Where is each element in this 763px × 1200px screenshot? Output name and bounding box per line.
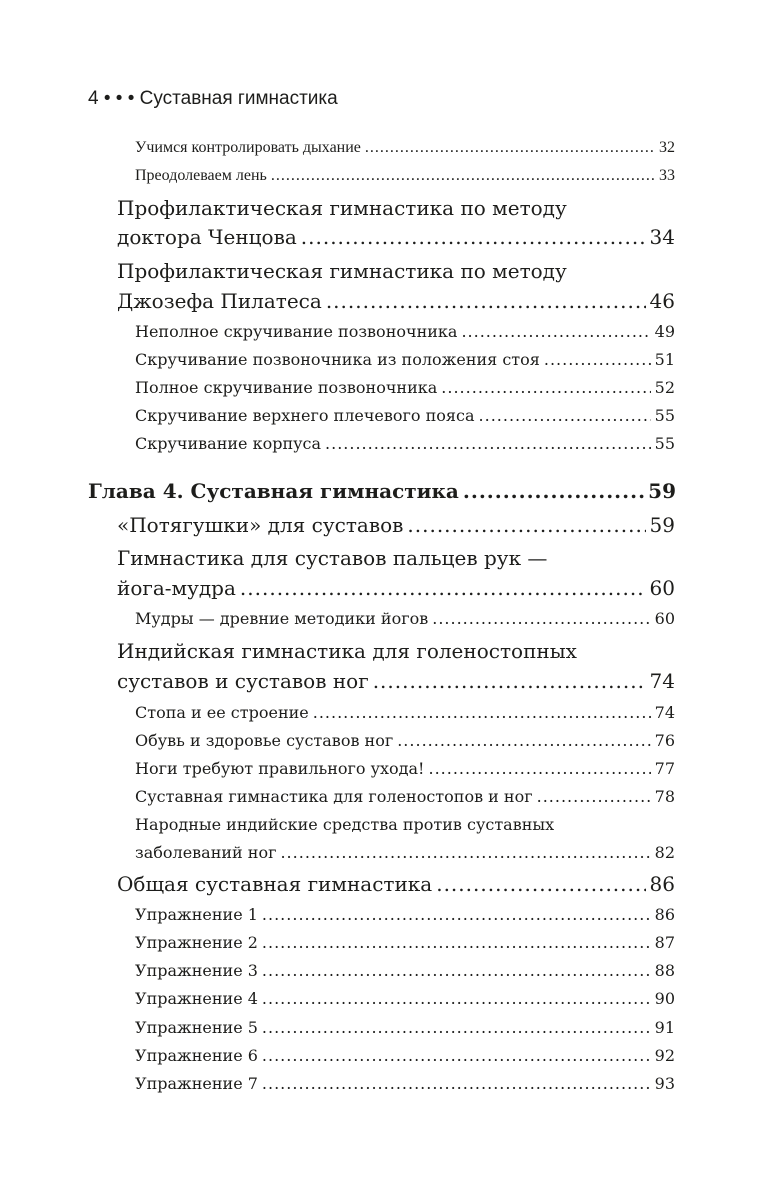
- toc-entry-page: 74: [649, 669, 675, 693]
- toc-entry-title: Упражнение 1: [135, 905, 258, 924]
- toc-entry-title: Упражнение 4: [135, 989, 258, 1008]
- toc-entry-page: 33: [659, 167, 675, 184]
- toc-entry-page: 86: [654, 905, 675, 924]
- toc-entry: [135, 322, 675, 341]
- toc-entry: [135, 406, 675, 425]
- toc-entry-title: Обувь и здоровье суставов ног: [135, 731, 394, 750]
- toc-entry-page: 60: [649, 576, 675, 600]
- toc-entry-page: 34: [649, 225, 675, 249]
- toc-entry-title: Полное скручивание позвоночника: [135, 378, 438, 397]
- toc-entry-page: 51: [654, 350, 675, 369]
- leader-dots: [441, 378, 650, 397]
- leader-dots: [463, 479, 644, 503]
- toc-entry-title-line: Гимнастика для суставов пальцев рук —: [117, 546, 548, 570]
- toc-entry-title: Упражнение 3: [135, 961, 258, 980]
- leader-dots: [262, 933, 651, 952]
- toc-entry-title: Скручивание верхнего плечевого пояса: [135, 406, 475, 425]
- leader-dots: [326, 289, 646, 313]
- toc-chapter-title: Глава 4. Суставная гимнастика: [88, 479, 459, 503]
- toc-entry: [135, 759, 675, 778]
- toc-entry-title: Неполное скручивание позвоночника: [135, 322, 458, 341]
- running-header: 4 • • • Суставная гимнастика: [88, 88, 338, 109]
- toc-entry: [135, 378, 675, 397]
- toc-entry-page: 91: [654, 1018, 675, 1037]
- toc-entry: [135, 1046, 675, 1065]
- toc-entry-title: Скручивание корпуса: [135, 434, 322, 453]
- toc-entry-page: 74: [654, 703, 675, 722]
- toc-entry: [117, 289, 675, 313]
- toc-entry-title: Упражнение 5: [135, 1018, 258, 1037]
- toc-entry-title: доктора Ченцова: [117, 225, 297, 249]
- leader-dots: [271, 167, 655, 185]
- toc-entry-page: 88: [654, 961, 675, 980]
- toc-entry-title: Упражнение 6: [135, 1046, 258, 1065]
- toc-chapter: [88, 479, 676, 503]
- toc-entry-title-line: Профилактическая гимнастика по методу: [117, 259, 567, 283]
- toc-entry-title: Упражнение 2: [135, 933, 258, 952]
- toc-entry-title: Джозефа Пилатеса: [117, 289, 322, 313]
- toc-entry-page: 82: [654, 843, 675, 862]
- leader-dots: [397, 731, 650, 750]
- toc-entry-page: 76: [654, 731, 675, 750]
- leader-dots: [428, 759, 650, 778]
- toc-entry: [135, 843, 675, 862]
- toc-entry-page: 78: [654, 787, 675, 806]
- leader-dots: [262, 961, 651, 980]
- toc-entry: [117, 576, 675, 600]
- toc-entry-page: 60: [654, 609, 675, 628]
- leader-dots: [262, 1018, 651, 1037]
- toc-entry-page: 32: [659, 139, 675, 156]
- toc-entry-page: 59: [649, 513, 675, 537]
- leader-dots: [325, 434, 651, 453]
- toc-entry: [135, 731, 675, 750]
- toc-entry-title: Преодолеваем лень: [135, 167, 267, 184]
- leader-dots: [537, 787, 651, 806]
- toc-entry: [135, 703, 675, 722]
- toc-entry-page: 52: [654, 378, 675, 397]
- toc-entry-page: 46: [649, 289, 675, 313]
- toc-entry: [135, 609, 675, 628]
- toc-entry: [135, 989, 675, 1008]
- toc-entry: [135, 787, 675, 806]
- leader-dots: [262, 989, 651, 1008]
- leader-dots: [313, 703, 651, 722]
- leader-dots: [432, 609, 650, 628]
- toc-entry: [117, 872, 675, 896]
- leader-dots: [479, 406, 651, 425]
- toc-entry-page: 77: [654, 759, 675, 778]
- leader-dots: [240, 576, 646, 600]
- toc-entry-page: 49: [654, 322, 675, 341]
- toc-entry: [135, 961, 675, 980]
- toc-entry-page: 55: [654, 406, 675, 425]
- toc-entry: [135, 1018, 675, 1037]
- toc-entry-title: йога-мудра: [117, 576, 236, 600]
- leader-dots: [280, 843, 650, 862]
- leader-dots: [407, 513, 645, 537]
- toc-entry-title: Суставная гимнастика для голеностопов и ног: [135, 787, 533, 806]
- leader-dots: [262, 1046, 651, 1065]
- leader-dots: [301, 225, 646, 249]
- leader-dots: [262, 1074, 651, 1093]
- leader-dots: [461, 322, 650, 341]
- toc-entry-title-line: Профилактическая гимнастика по методу: [117, 196, 567, 220]
- toc-entry-page: 87: [654, 933, 675, 952]
- toc-entry: [117, 669, 675, 693]
- toc-entry: [117, 225, 675, 249]
- toc-entry-page: 86: [649, 872, 675, 896]
- leader-dots: [365, 139, 655, 157]
- leader-dots: [544, 350, 651, 369]
- toc-entry-title: Учимся контролировать дыхание: [135, 139, 361, 156]
- toc-entry: [135, 350, 675, 369]
- toc-entry-page: 92: [654, 1046, 675, 1065]
- toc-entry: [135, 139, 675, 157]
- toc-entry: [135, 905, 675, 924]
- toc-entry-page: 55: [654, 434, 675, 453]
- toc-entry-title-line: Индийская гимнастика для голеностопных: [117, 639, 577, 663]
- toc-entry: [117, 513, 675, 537]
- leader-dots: [373, 669, 646, 693]
- toc-entry-page: 90: [654, 989, 675, 1008]
- toc-entry-page: 59: [648, 479, 676, 503]
- leader-dots: [262, 905, 651, 924]
- toc-entry-title-line: Народные индийские средства против суставных: [135, 815, 555, 834]
- leader-dots: [436, 872, 645, 896]
- toc-entry: [135, 1074, 675, 1093]
- toc-entry-title: «Потягушки» для суставов: [117, 513, 404, 537]
- toc-entry-title: заболеваний ног: [135, 843, 277, 862]
- toc-entry-title: Мудры — древние методики йогов: [135, 609, 429, 628]
- toc-entry-title: Ноги требуют правильного ухода!: [135, 759, 425, 778]
- toc-entry-title: Общая суставная гимнастика: [117, 872, 433, 896]
- toc-entry: [135, 933, 675, 952]
- toc-entry-page: 93: [654, 1074, 675, 1093]
- toc-entry: [135, 434, 675, 453]
- toc-entry: [135, 167, 675, 185]
- toc-entry-title: Упражнение 7: [135, 1074, 258, 1093]
- toc-entry-title: Скручивание позвоночника из положения стоя: [135, 350, 540, 369]
- toc-entry-title: суставов и суставов ног: [117, 669, 369, 693]
- toc-entry-title: Стопа и ее строение: [135, 703, 309, 722]
